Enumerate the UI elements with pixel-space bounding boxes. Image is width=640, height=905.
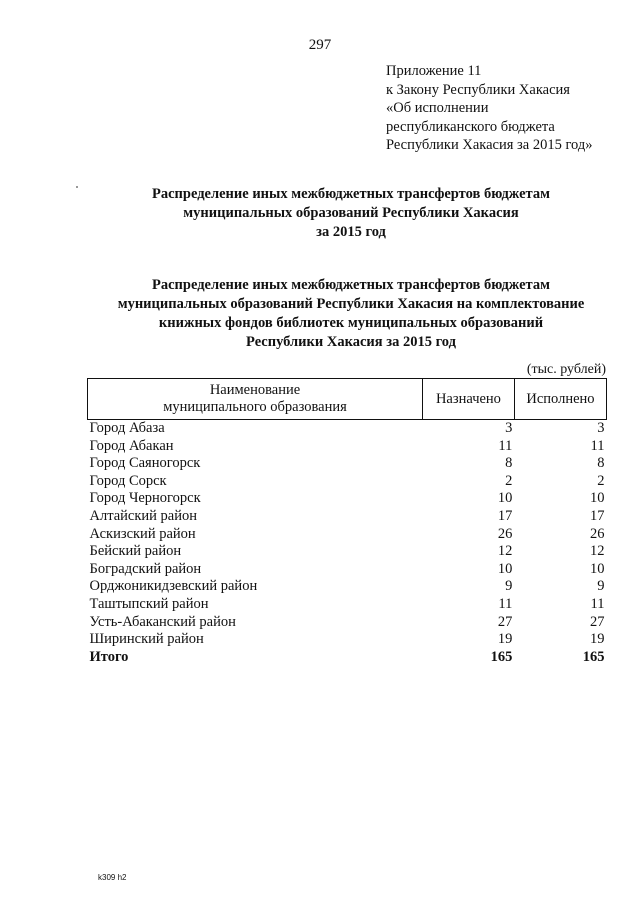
table-row xyxy=(88,596,607,614)
cell-name: Алтайский район xyxy=(89,507,197,524)
cell-executed: 19 xyxy=(590,631,605,648)
annex-line: «Об исполнении xyxy=(386,100,489,116)
cell-assigned: 17 xyxy=(497,507,513,524)
annex-line: республиканского бюджета xyxy=(386,118,555,135)
cell-assigned: 8 xyxy=(505,455,513,472)
cell-assigned: 9 xyxy=(505,578,513,595)
cell-assigned: 11 xyxy=(498,595,513,612)
cell-name: Бейский район xyxy=(89,543,182,560)
sub-title xyxy=(0,276,640,352)
main-title-line: за 2015 год xyxy=(316,224,386,240)
cell-name: Усть-Абаканский район xyxy=(89,613,236,630)
table-row xyxy=(88,473,607,491)
table-row xyxy=(88,438,607,456)
cell-executed: 10 xyxy=(590,560,605,577)
cell-name: Город Сорск xyxy=(89,472,167,489)
page-number: 297 xyxy=(308,37,332,53)
cell-assigned: 12 xyxy=(497,543,513,560)
table-row xyxy=(88,490,607,508)
annex-block xyxy=(386,62,592,155)
table-body xyxy=(88,420,607,667)
column-header-assigned: Назначено xyxy=(422,379,514,420)
table-header-row xyxy=(88,379,607,420)
annex-line: Приложение 11 xyxy=(386,63,482,79)
table-row xyxy=(88,508,607,526)
cell-executed: 11 xyxy=(590,595,605,612)
table-row xyxy=(88,455,607,473)
column-header-name-line1: Наименование xyxy=(209,382,301,398)
cell-executed: 2 xyxy=(597,472,605,489)
cell-executed: 11 xyxy=(590,437,605,454)
table-row xyxy=(88,420,607,438)
cell-assigned: 165 xyxy=(490,648,513,665)
table-row xyxy=(88,614,607,632)
sub-title-line: книжных фондов библиотек муниципальных образований xyxy=(158,315,544,331)
column-header-name-line2: муниципального образования xyxy=(163,399,347,415)
sub-title-line: Республики Хакасия за 2015 год xyxy=(246,334,456,350)
cell-name: Город Абакан xyxy=(89,437,174,454)
cell-name: Боградский район xyxy=(89,560,202,577)
cell-name: Город Черногорск xyxy=(89,490,201,507)
cell-executed: 10 xyxy=(590,490,605,507)
sub-title-line: муниципальных образований Республики Хакасия на комплектование xyxy=(117,296,585,312)
table-row xyxy=(88,526,607,544)
table-row xyxy=(88,543,607,561)
cell-name: Город Абаза xyxy=(89,420,165,436)
annex-line: Республики Хакасия за 2015 год» xyxy=(386,137,593,153)
cell-executed: 26 xyxy=(590,525,605,542)
table-row xyxy=(88,631,607,649)
distribution-table xyxy=(87,378,607,666)
cell-executed: 165 xyxy=(582,648,605,665)
main-title-line: муниципальных образований Республики Хакасия xyxy=(183,205,519,221)
annex-line: к Закону Республики Хакасия xyxy=(386,81,570,98)
cell-executed: 17 xyxy=(590,507,605,524)
cell-assigned: 11 xyxy=(498,437,513,454)
cell-name: Таштыпский район xyxy=(89,595,209,612)
main-title xyxy=(0,185,640,242)
cell-executed: 27 xyxy=(590,613,605,630)
footer-code: k309 h2 xyxy=(98,873,127,882)
cell-assigned: 2 xyxy=(505,472,513,489)
cell-name: Аскизский район xyxy=(89,525,196,542)
cell-executed: 12 xyxy=(590,543,605,560)
cell-executed: 3 xyxy=(597,420,605,436)
cell-executed: 8 xyxy=(597,455,605,472)
cell-assigned: 10 xyxy=(497,490,513,507)
cell-name: Город Саяногорск xyxy=(89,455,201,472)
cell-name: Итого xyxy=(89,648,129,665)
table-total-row xyxy=(88,649,607,667)
cell-executed: 9 xyxy=(597,578,605,595)
table-row xyxy=(88,561,607,579)
cell-name: Орджоникидзевский район xyxy=(89,578,258,595)
cell-assigned: 10 xyxy=(497,560,513,577)
cell-assigned: 27 xyxy=(497,613,513,630)
table-row xyxy=(88,578,607,596)
units-label: (тыс. рублей) xyxy=(526,362,606,377)
main-title-line: Распределение иных межбюджетных трансфертов бюджетам xyxy=(152,186,550,202)
column-header-name xyxy=(88,379,423,420)
sub-title-line: Распределение иных межбюджетных трансфертов бюджетам xyxy=(152,277,550,293)
column-header-executed: Исполнено xyxy=(514,379,606,420)
cell-assigned: 26 xyxy=(497,525,513,542)
cell-assigned: 19 xyxy=(497,631,513,648)
cell-assigned: 3 xyxy=(505,420,513,436)
cell-name: Ширинский район xyxy=(89,631,204,648)
